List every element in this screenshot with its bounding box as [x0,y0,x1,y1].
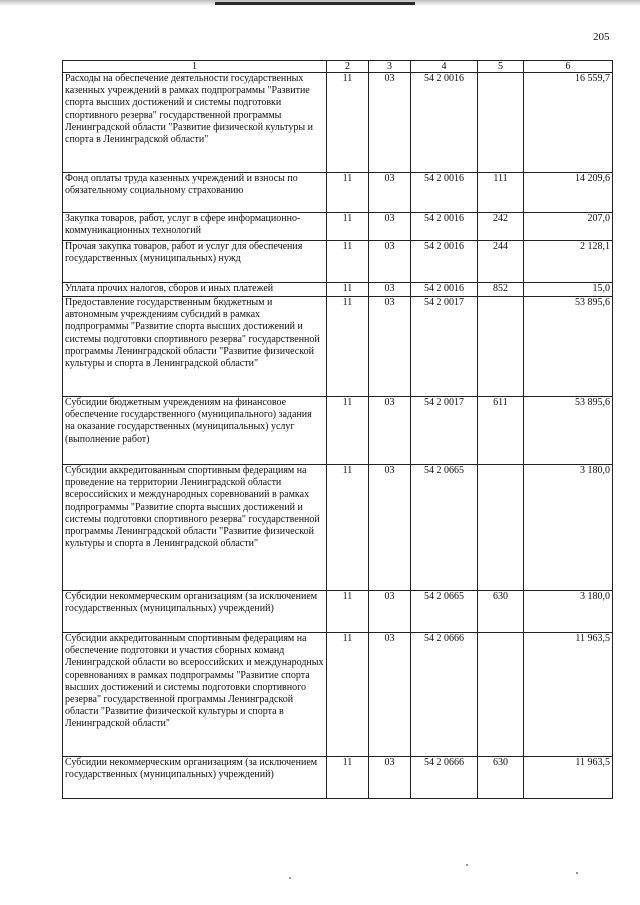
row-subsection: 03 [369,213,411,241]
row-name: Субсидии аккредитованным спортивным федерациям на обеспечение подготовки и участия сборных команд Ленинградской области во всероссийских и международных соревнованиях в рамках подпрограммы "Развитие спорта высших достижений и системы подготовки спортивного резерва" государственной программы Ленинградской области "Развитие физической культуры и спорта в Ленинградской области" [63,633,327,757]
row-amount: 14 209,6 [524,173,613,213]
row-amount: 11 963,5 [524,757,613,799]
row-name: Предоставление государственным бюджетным и автономным учреждениям субсидий в рамках подпрограммы "Развитие спорта высших достижений и системы подготовки спортивного резерва" государственной программы Ленинградской области "Развитие физической культуры и спорта в Ленинградской области" [63,297,327,397]
col-header-subsection: 3 [369,61,411,73]
row-amount: 207,0 [524,213,613,241]
table-row [63,397,613,465]
row-amount: 53 895,6 [524,397,613,465]
row-name: Закупка товаров, работ, услуг в сфере информационно-коммуникационных технологий [63,213,327,241]
row-target-article: 54 2 0017 [411,397,478,465]
row-name: Субсидии некоммерческим организациям (за исключением государственных (муниципальных) учреждений) [63,591,327,633]
row-target-article: 54 2 0016 [411,173,478,213]
table-row [63,283,613,297]
row-subsection: 03 [369,297,411,397]
row-expense-type: 611 [478,397,524,465]
row-section: 11 [327,213,369,241]
row-subsection: 03 [369,283,411,297]
table-header-row [63,61,613,73]
page-number: 205 [593,31,610,43]
row-section: 11 [327,173,369,213]
table-row [63,297,613,397]
row-expense-type [478,633,524,757]
row-expense-type [478,465,524,591]
row-amount: 3 180,0 [524,465,613,591]
row-section: 11 [327,397,369,465]
row-name: Уплата прочих налогов, сборов и иных платежей [63,283,327,297]
row-expense-type: 630 [478,757,524,799]
row-expense-type: 244 [478,241,524,283]
row-target-article: 54 2 0666 [411,757,478,799]
row-name: Субсидии некоммерческим организациям (за исключением государственных (муниципальных) учреждений) [63,757,327,799]
row-subsection: 03 [369,173,411,213]
row-expense-type: 111 [478,173,524,213]
table-row [63,757,613,799]
table-row [63,465,613,591]
row-target-article: 54 2 0666 [411,633,478,757]
row-subsection: 03 [369,591,411,633]
row-target-article: 54 2 0016 [411,283,478,297]
row-section: 11 [327,73,369,173]
col-header-section: 2 [327,61,369,73]
row-section: 11 [327,297,369,397]
row-expense-type [478,297,524,397]
row-target-article: 54 2 0016 [411,213,478,241]
scan-speck [289,877,291,879]
row-expense-type: 630 [478,591,524,633]
row-target-article: 54 2 0016 [411,73,478,173]
row-amount: 53 895,6 [524,297,613,397]
scan-speck [576,872,578,874]
scan-speck [466,864,468,866]
row-section: 11 [327,633,369,757]
row-target-article: 54 2 0665 [411,465,478,591]
row-amount: 16 559,7 [524,73,613,173]
table-row [63,73,613,173]
row-amount: 3 180,0 [524,591,613,633]
table-row [63,241,613,283]
row-target-article: 54 2 0017 [411,297,478,397]
row-subsection: 03 [369,633,411,757]
row-section: 11 [327,591,369,633]
row-name: Фонд оплаты труда казенных учреждений и взносы по обязательному социальному страхованию [63,173,327,213]
row-amount: 15,0 [524,283,613,297]
col-header-expense-type: 5 [478,61,524,73]
row-expense-type [478,73,524,173]
row-name: Расходы на обеспечение деятельности государственных казенных учреждений в рамках подпрограммы "Развитие спорта высших достижений и системы подготовки спортивного резерва" государственной программы Ленинградской области "Развитие физической культуры и спорта в Ленинградской области" [63,73,327,173]
row-amount: 2 128,1 [524,241,613,283]
row-section: 11 [327,465,369,591]
row-subsection: 03 [369,397,411,465]
row-name: Субсидии аккредитованным спортивным федерациям на проведение на территории Ленинградской области всероссийских и международных соревнований в рамках подпрограммы "Развитие спорта высших достижений и системы подготовки спортивного резерва" государственной программы Ленинградской области "Развитие физической культуры и спорта в Ленинградской области" [63,465,327,591]
col-header-amount: 6 [524,61,613,73]
row-name: Прочая закупка товаров, работ и услуг для обеспечения государственных (муниципальных) нужд [63,241,327,283]
row-subsection: 03 [369,465,411,591]
budget-table [62,60,613,799]
row-subsection: 03 [369,757,411,799]
col-header-name: 1 [63,61,327,73]
row-expense-type: 242 [478,213,524,241]
row-section: 11 [327,283,369,297]
col-header-target-article: 4 [411,61,478,73]
row-amount: 11 963,5 [524,633,613,757]
table-row [63,591,613,633]
scan-artifact [215,2,415,5]
row-expense-type: 852 [478,283,524,297]
row-subsection: 03 [369,73,411,173]
table-row [63,633,613,757]
row-target-article: 54 2 0016 [411,241,478,283]
table-row [63,173,613,213]
row-name: Субсидии бюджетным учреждениям на финансовое обеспечение государственного (муниципального) задания на оказание государственных (муниципальных) услуг (выполнение работ) [63,397,327,465]
row-section: 11 [327,241,369,283]
table-row [63,213,613,241]
row-subsection: 03 [369,241,411,283]
row-target-article: 54 2 0665 [411,591,478,633]
row-section: 11 [327,757,369,799]
